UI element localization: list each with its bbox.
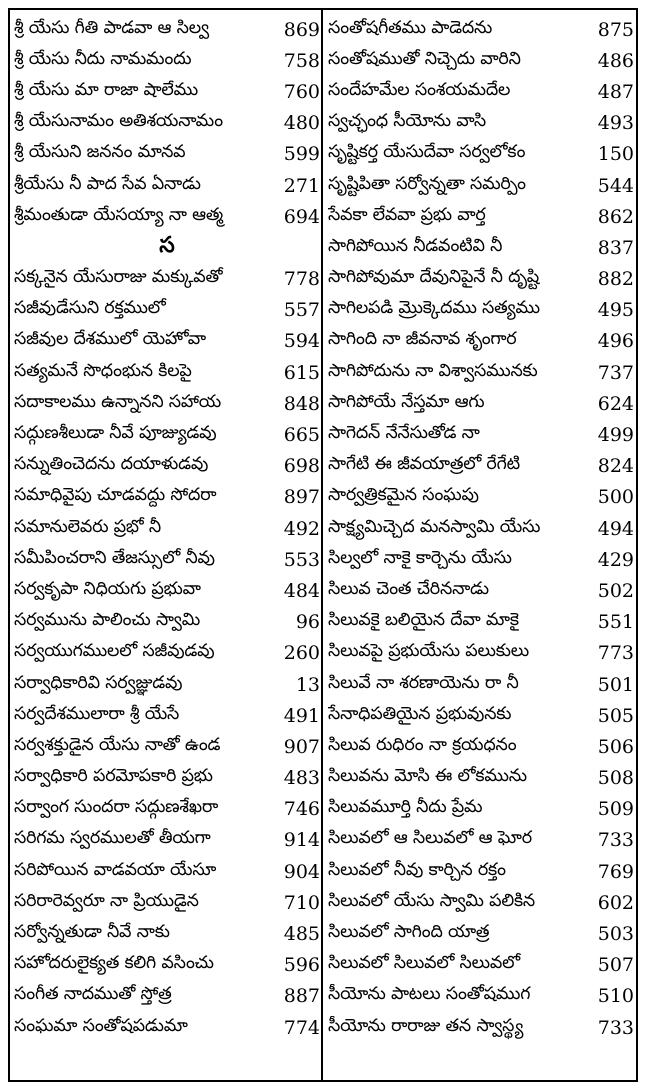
index-entry xyxy=(328,419,634,450)
song-number: 882 xyxy=(597,268,634,291)
song-number: 758 xyxy=(283,49,320,72)
song-title: శ్రీ యేసునామం అతిశయనామం xyxy=(14,111,223,132)
song-number: 551 xyxy=(597,611,634,634)
song-title: సర్వశక్తుడైన యేసు నాతో ఉండ xyxy=(14,734,221,755)
index-entry xyxy=(14,669,320,700)
song-number: 487 xyxy=(597,80,634,103)
index-entry xyxy=(14,76,320,107)
index-entry xyxy=(14,419,320,450)
song-number: 596 xyxy=(283,954,320,977)
song-title: సాగిపోదును నా విశ్వాసమునకు xyxy=(328,360,538,381)
index-entry xyxy=(14,638,320,669)
song-number: 503 xyxy=(597,923,634,946)
index-entry xyxy=(328,108,634,139)
song-title: స్వచ్ఛంధ సీయోను వాసి xyxy=(328,111,486,132)
index-entry xyxy=(328,451,634,482)
index-entry xyxy=(14,950,320,981)
song-number: 698 xyxy=(283,455,320,478)
song-number: 502 xyxy=(597,579,634,602)
index-entry xyxy=(328,388,634,419)
song-number: 665 xyxy=(283,424,320,447)
song-number: 710 xyxy=(283,891,320,914)
index-entry xyxy=(14,794,320,825)
song-title: సమీపించరాని తేజస్సులో నీవు xyxy=(14,547,215,568)
index-entry xyxy=(14,108,320,139)
song-number: 486 xyxy=(597,49,634,72)
song-title: సహోదరులైక్యత కలిగి వసించు xyxy=(14,953,214,974)
index-entry xyxy=(328,731,634,762)
song-title: సిలువలో యేసు స్వామి పలికిన xyxy=(328,890,535,911)
index-entry xyxy=(328,264,634,295)
song-number: 507 xyxy=(597,954,634,977)
song-title: శ్రీయేసు నీ పాద సేవ ఏనాడు xyxy=(14,173,201,194)
song-title: సరిపోయిన వాడవయా యేసూ xyxy=(14,859,217,880)
song-title: సమాధివైపు చూడవద్దు సోదరా xyxy=(14,485,217,506)
song-number: 508 xyxy=(597,767,634,790)
song-number: 271 xyxy=(283,174,320,197)
song-number: 694 xyxy=(283,205,320,228)
song-number: 848 xyxy=(283,392,320,415)
song-title: సజీవుడేసుని రక్తములో xyxy=(14,298,166,319)
index-entry xyxy=(14,201,320,232)
song-number: 492 xyxy=(283,517,320,540)
index-entry xyxy=(14,731,320,762)
index-entry xyxy=(328,482,634,513)
index-entry xyxy=(14,825,320,856)
song-number: 485 xyxy=(283,923,320,946)
index-entry xyxy=(328,575,634,606)
song-number: 875 xyxy=(597,18,634,41)
index-entry xyxy=(328,918,634,949)
song-title: శ్రీ యేసు మా రాజా షాలేము xyxy=(14,79,198,100)
song-number: 615 xyxy=(283,361,320,384)
index-entry xyxy=(14,607,320,638)
song-title: సిలువలో సిలువలో సిలువలో xyxy=(328,953,520,974)
index-entry xyxy=(328,794,634,825)
index-entry xyxy=(328,638,634,669)
song-number: 897 xyxy=(283,486,320,509)
song-title: సృష్టిపితా సర్వోన్నతా సమర్పిం xyxy=(328,173,526,194)
index-entry xyxy=(14,45,320,76)
song-title: సిలువ రుధిరం నా క్రయధనం xyxy=(328,734,517,755)
index-entry xyxy=(14,544,320,575)
index-entry xyxy=(14,575,320,606)
song-title: సాగేటి ఈ జీవయాత్రలో రేగేటి xyxy=(328,454,520,475)
song-number: 737 xyxy=(597,361,634,384)
song-number: 509 xyxy=(597,798,634,821)
index-entry xyxy=(14,981,320,1012)
index-entry xyxy=(14,170,320,201)
song-title: సరిరారెవ్వరూ నా ప్రియుడైన xyxy=(14,890,199,911)
index-entry xyxy=(328,76,634,107)
index-entry xyxy=(14,513,320,544)
song-title: సిలువలో సాగింది యాత్ర xyxy=(328,922,490,943)
song-title: సర్వదేశములారా శ్రీ యేసే xyxy=(14,703,180,724)
index-entry xyxy=(328,950,634,981)
index-entry xyxy=(14,357,320,388)
song-title: సంఘమా సంతోషపడుమా xyxy=(14,1015,188,1036)
index-entry xyxy=(14,918,320,949)
index-entry xyxy=(14,887,320,918)
index-entry xyxy=(328,14,634,45)
index-entry xyxy=(328,1012,634,1043)
song-title: సిలువమూర్తి నీదు ప్రేమ xyxy=(328,797,483,818)
index-entry xyxy=(328,825,634,856)
index-entry xyxy=(14,326,320,357)
song-number: 904 xyxy=(283,860,320,883)
index-entry xyxy=(328,981,634,1012)
song-number: 429 xyxy=(597,548,634,571)
song-title: సదాకాలము ఉన్నానని సహాయ xyxy=(14,391,222,412)
song-title: శ్రీ యేసు గీతి పాడవా ఆ సిల్వ xyxy=(14,17,209,38)
song-number: 501 xyxy=(597,673,634,696)
index-entry xyxy=(328,763,634,794)
song-title: సర్వమును పాలించు స్వామి xyxy=(14,610,201,631)
song-number: 493 xyxy=(597,112,634,135)
song-number: 746 xyxy=(283,798,320,821)
index-entry xyxy=(14,295,320,326)
index-entry xyxy=(328,139,634,170)
right-column xyxy=(328,14,634,1043)
index-entry xyxy=(328,357,634,388)
song-number: 824 xyxy=(597,455,634,478)
song-title: సర్వయుగములలో సజీవుడవు xyxy=(14,641,215,662)
song-title: సర్వాధికారి పరమోపకారి ప్రభు xyxy=(14,766,213,787)
index-entry xyxy=(14,856,320,887)
left-column xyxy=(14,14,320,1043)
song-title: సేనాధిపతియైన ప్రభువునకు xyxy=(328,703,512,724)
song-number: 733 xyxy=(597,1016,634,1039)
song-title: సజీవుల దేశములో యెహోవా xyxy=(14,329,206,350)
song-number: 887 xyxy=(283,985,320,1008)
song-title: సత్యమనే సొధంభున కిలపై xyxy=(14,360,192,381)
index-entry xyxy=(14,139,320,170)
index-entry xyxy=(14,14,320,45)
song-title: సర్వాంగ సుందరా సద్గుణశేఖరా xyxy=(14,797,219,818)
song-title: సమానులెవరు ప్రభో నీ xyxy=(14,516,161,537)
song-number: 510 xyxy=(597,985,634,1008)
song-title: సాగిపోవుమా దేవునిపైనే నీ దృష్టి xyxy=(328,267,540,288)
song-title: సర్వకృపా నిధియగు ప్రభువా xyxy=(14,578,201,599)
song-title: సద్గుణశీలుడా నీవే పూజ్యుడవు xyxy=(14,423,217,444)
song-number: 774 xyxy=(283,1016,320,1039)
song-number: 760 xyxy=(283,80,320,103)
index-entry xyxy=(328,201,634,232)
index-entry xyxy=(14,482,320,513)
song-number: 837 xyxy=(597,236,634,259)
song-title: సర్వోన్నతుడా నీవే నాకు xyxy=(14,922,170,943)
song-number: 13 xyxy=(295,673,320,696)
song-number: 500 xyxy=(597,486,634,509)
column-divider xyxy=(321,8,323,1082)
index-entry xyxy=(328,326,634,357)
song-title: సీయోను పాటలు సంతోషముగ xyxy=(328,984,531,1005)
song-number: 869 xyxy=(283,18,320,41)
song-title: సక్కనైన యేసురాజు మక్కువతో xyxy=(14,267,223,288)
song-title: సరిగమ స్వరములతో తీయగా xyxy=(14,828,211,849)
song-title: సిలువే నా శరణాయెను రా నీ xyxy=(328,672,519,693)
song-title: సీయోను రారాజు తన స్వాస్థ్య xyxy=(328,1015,524,1036)
song-title: సిలువను మోసి ఈ లోకమును xyxy=(328,766,527,787)
song-title: శ్రీమంతుడా యేసయ్యా నా ఆత్మ xyxy=(14,204,223,225)
song-title: సిలువకై బలియైన దేవా మాకై xyxy=(328,610,519,631)
song-title: సృష్టికర్త యేసుదేవా సర్వలోకం xyxy=(328,142,526,163)
song-number: 624 xyxy=(597,392,634,415)
song-title: సందేహమేల సంశయమదేల xyxy=(328,79,511,100)
song-title: సాగిపోయిన నీడవంటివి నీ xyxy=(328,235,503,256)
index-entry xyxy=(328,669,634,700)
index-entry xyxy=(328,544,634,575)
song-number: 769 xyxy=(597,860,634,883)
song-title: శ్రీ యేసుని జననం మానవ xyxy=(14,142,186,163)
song-title: సాగెదన్ నేనేసుతోడ నా xyxy=(328,423,480,444)
song-number: 594 xyxy=(283,330,320,353)
song-number: 495 xyxy=(597,299,634,322)
song-number: 150 xyxy=(597,143,634,166)
index-entry xyxy=(328,513,634,544)
song-title: శ్రీ యేసు నీదు నామమందు xyxy=(14,48,192,69)
song-title: సిలువ చెంత చేరిననాడు xyxy=(328,578,489,599)
index-entry xyxy=(14,700,320,731)
song-title: సర్వాధికారివి సర్వజ్ఞుడవు xyxy=(14,672,183,693)
song-number: 553 xyxy=(283,548,320,571)
song-title: సిలువలో నీవు కార్చిన రక్తం xyxy=(328,859,506,880)
song-title: సన్నుతించెదను దయాళుడవు xyxy=(14,454,209,475)
song-number: 599 xyxy=(283,143,320,166)
song-number: 496 xyxy=(597,330,634,353)
song-number: 544 xyxy=(597,174,634,197)
song-number: 494 xyxy=(597,517,634,540)
song-number: 862 xyxy=(597,205,634,228)
index-entry xyxy=(14,763,320,794)
song-number: 499 xyxy=(597,424,634,447)
song-title: సాక్ష్యమిచ్చెద మనస్వామి యేసు xyxy=(328,516,541,537)
song-number: 505 xyxy=(597,704,634,727)
song-number: 96 xyxy=(295,611,320,634)
song-title: సేవకా లేవవా ప్రభు వార్త xyxy=(328,204,486,225)
song-number: 733 xyxy=(597,829,634,852)
song-number: 907 xyxy=(283,735,320,758)
song-number: 484 xyxy=(283,579,320,602)
song-number: 491 xyxy=(283,704,320,727)
index-entry xyxy=(328,700,634,731)
song-number: 506 xyxy=(597,735,634,758)
song-title: సంతోషగీతము పాడెదను xyxy=(328,17,493,38)
song-title: సిల్వలో నాకై కార్చెను యేసు xyxy=(328,547,512,568)
index-entry xyxy=(328,607,634,638)
song-title: సంగీత నాదముతో స్తోత్ర xyxy=(14,984,172,1005)
index-entry xyxy=(14,388,320,419)
song-title: సిలువపై ప్రభుయేసు పలుకులు xyxy=(328,641,529,662)
index-entry xyxy=(328,45,634,76)
song-number: 602 xyxy=(597,891,634,914)
index-entry xyxy=(328,856,634,887)
song-number: 483 xyxy=(283,767,320,790)
index-entry xyxy=(328,232,634,263)
song-number: 260 xyxy=(283,642,320,665)
song-title: సాగిలపడి మ్రొక్కెదము సత్యము xyxy=(328,298,540,319)
song-number: 557 xyxy=(283,299,320,322)
index-entry xyxy=(328,295,634,326)
section-heading: స xyxy=(159,232,175,258)
index-entry xyxy=(14,451,320,482)
song-number: 914 xyxy=(283,829,320,852)
song-title: సాగిపోయే నేస్తమా ఆగు xyxy=(328,391,485,412)
song-title: సిలువలో ఆ సిలువలో ఆ ఘోర xyxy=(328,828,532,849)
index-entry xyxy=(328,887,634,918)
index-entry xyxy=(14,264,320,295)
song-title: సాగింది నా జీవనావ శృంగార xyxy=(328,329,517,350)
song-number: 773 xyxy=(597,642,634,665)
index-entry xyxy=(328,170,634,201)
song-title: సంతోషముతో నిచ్చెదు వారిని xyxy=(328,48,521,69)
song-number: 778 xyxy=(283,268,320,291)
song-number: 480 xyxy=(283,112,320,135)
index-entry xyxy=(14,1012,320,1043)
song-title: సార్వత్రికమైన సంఘపు xyxy=(328,485,479,506)
